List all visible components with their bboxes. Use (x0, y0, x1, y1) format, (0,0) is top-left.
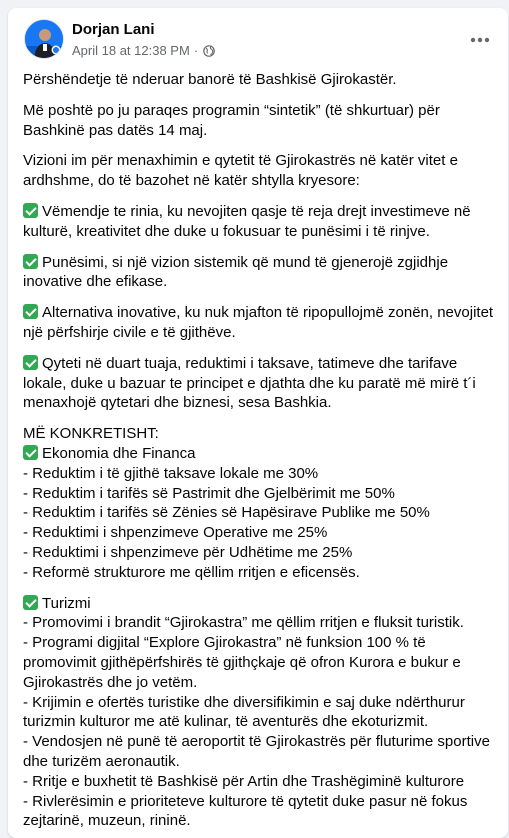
list-item: - Rivlerësimin e prioriteteve kulturore të qytetit duke pasur në fokus zejtarinë, muzeun, rininë. (23, 792, 468, 830)
specifics-heading: MË KONKRETISHT: (23, 425, 159, 443)
list-item: - Rritje e buxhetit të Bashkisë për Artin dhe Trashëgiminë kulturore (23, 772, 465, 790)
list-item: - Reduktimi i shpenzimeve Operative me 25% (23, 524, 328, 542)
check-mark-icon (23, 355, 38, 370)
section-title-economy: Ekonomia dhe Financa (23, 444, 495, 464)
author-name[interactable]: Dorjan Lani (72, 21, 155, 38)
greeting-paragraph: Përshëndetje të nderuar banorë të Bashkisë Gjirokastër. (23, 71, 397, 88)
vision-paragraph: Vizioni im për menaxhimin e qytetit të Gjirokastrës në katër vitet e ardhshme, do të bazohet në katër shtylla kryesore: (23, 152, 458, 190)
meta-separator: · (193, 43, 199, 58)
profile-photo (25, 20, 64, 59)
post-header (8, 8, 508, 70)
timestamp-link[interactable]: April 18 at 12:38 PM (72, 43, 190, 58)
pillar-city: Qyteti në duart tuaja, reduktimi i taksave, tatimeve dhe tarifave lokale, duke u bazuar te principet e djathta dhe ku paratë më mirë t´i menaxhojë qytetari dhe biznesi, sesa Bashkia. (23, 354, 476, 412)
check-mark-icon (23, 203, 38, 218)
check-mark-icon (23, 445, 38, 460)
pillar-innovation: Alternativa inovative, ku nuk mjafton të ripopullojmë zonën, nevojitet një përfshirje civile e të gjithëve. (23, 304, 494, 341)
program-paragraph: Më poshtë po ju paraqes programin “sintetik” (të shkurtuar) për Bashkinë pas datës 14 maj. (23, 101, 440, 139)
pillar-youth: Vëmendje te rinia, ku nevojiten qasje të reja drejt investimeve në kulturë, kreativitet dhe duke u fokusuar te punësimi i të rinjve. (23, 202, 471, 240)
list-item: - Reformë strukturore me qëllim rritjen e eficensës. (23, 563, 360, 581)
post-meta (72, 43, 215, 59)
check-mark-icon (23, 304, 38, 319)
list-item: - Programi digjital “Explore Gjirokastra” në funksion 100 % të promovimit gjithëpërfshirës të gjithçkaje që ofron Kurora e bukur e Gjirokastrës dhe jo vetëm. (23, 634, 461, 691)
globe-icon (203, 45, 215, 57)
list-item: - Reduktim i tarifës së Pastrimit dhe Gjelbërimit me 50% (23, 484, 395, 502)
more-horizontal-icon (470, 37, 490, 43)
check-mark-icon (23, 595, 38, 610)
check-mark-icon (23, 254, 38, 269)
more-options-button[interactable] (462, 22, 498, 58)
list-item: - Reduktimi i shpenzimeve për Udhëtime me 25% (23, 543, 353, 561)
list-item: - Reduktim i të gjithë taksave lokale me 30% (23, 464, 319, 482)
list-item: - Promovimi i brandit “Gjirokastra” me qëllim rritjen e fluksit turistik. (23, 614, 464, 632)
list-item: - Vendosjen në punë të aeroportit të Gjirokastrës për fluturime sportive dhe turizëm aeronautik. (23, 733, 490, 770)
list-item: - Krijimin e ofertës turistike dhe diversifikimin e saj duke ndërthurur turizmin kulturor me atë kulinar, të aventurës dhe ekoturizmit. (23, 693, 465, 731)
section-title-tourism: Turizmi (23, 594, 495, 614)
list-item: - Reduktim i tarifës së Zënies së Hapësirave Publike me 50% (23, 504, 430, 522)
post-body (8, 70, 508, 831)
pillar-employment: Punësimi, si një vizion sistemik që mund të gjenerojë zgjidhje inovative dhe efikase. (23, 253, 449, 291)
post-card (8, 8, 508, 838)
avatar[interactable] (24, 19, 64, 59)
